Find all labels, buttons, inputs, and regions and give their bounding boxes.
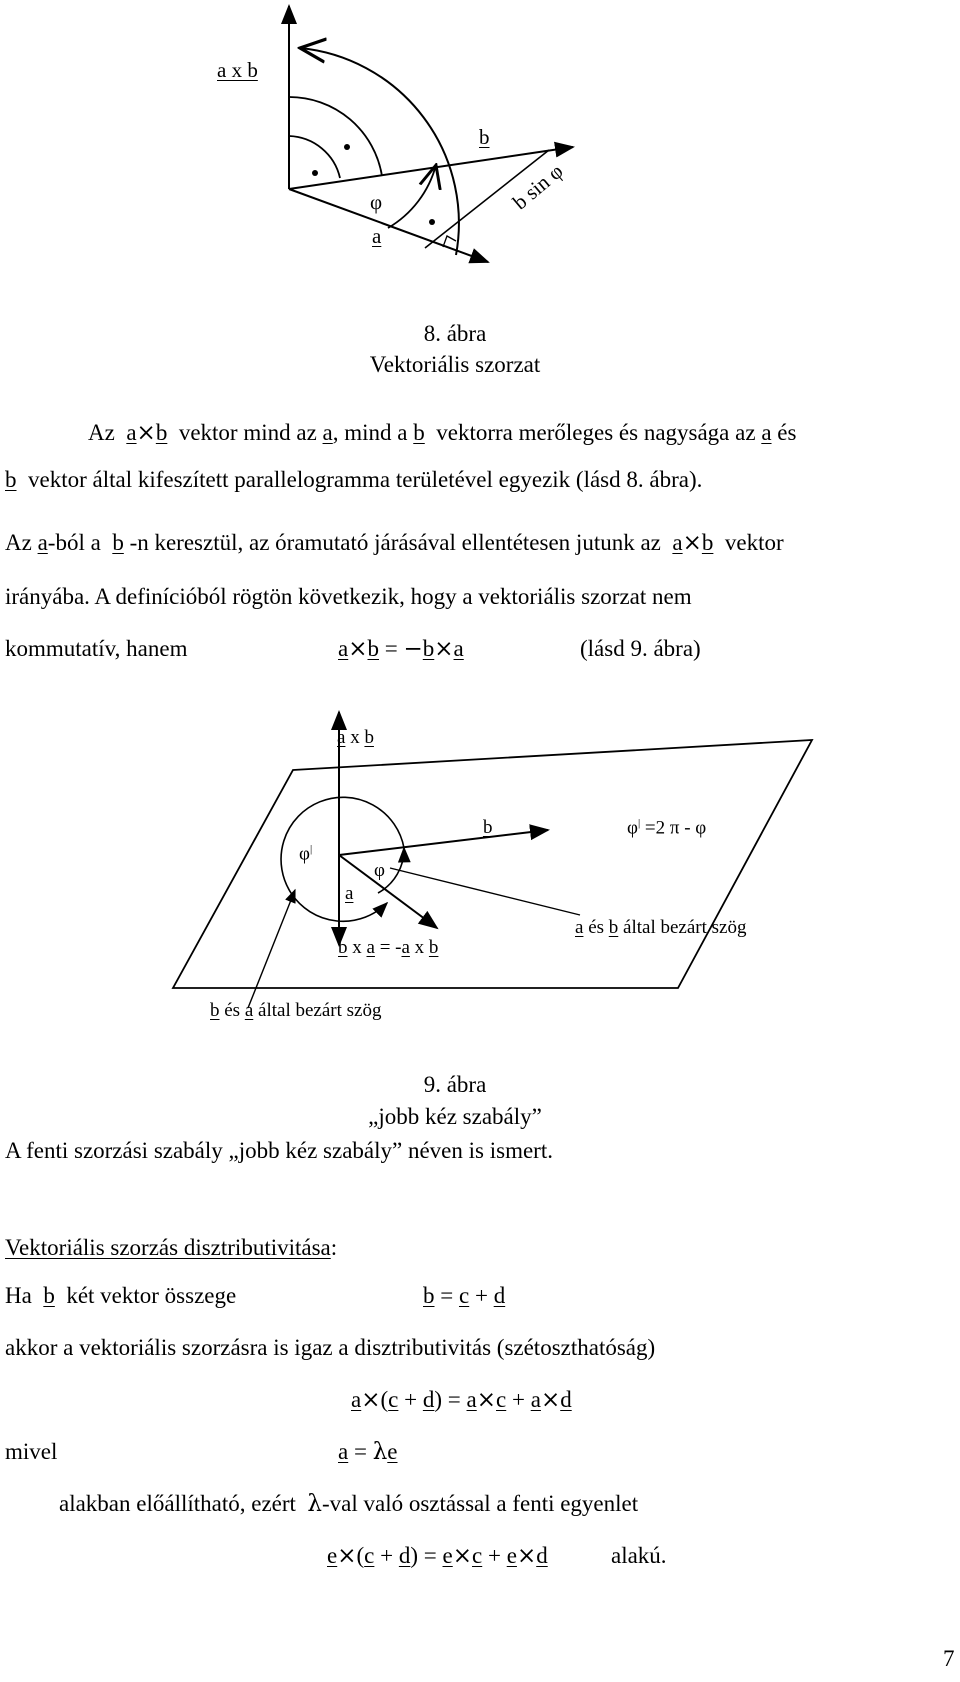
page-number: 7	[943, 1646, 955, 1671]
plane	[173, 740, 812, 988]
fig8-label-phi: φ	[370, 190, 383, 214]
fig9-caption-number: 9. ábra	[423, 1072, 487, 1097]
fig9-label-phi: φ	[374, 860, 385, 881]
vector-b	[339, 830, 548, 855]
para1-line4: irányába. A definícióból rögtön következik, hogy a vektoriális szorzat nem	[5, 584, 692, 609]
fig8-label-b: b	[479, 125, 490, 149]
fig9-label-a: a	[345, 883, 354, 904]
fig9-label-b-es-a: b és a által bezárt szög	[210, 1000, 382, 1021]
fig8-caption-title: Vektoriális szorzat	[369, 352, 541, 377]
para1-line2: b vektor által kifeszített parallelogramma területével egyezik (lásd 8. ábra).	[5, 467, 703, 492]
fig8-caption-number: 8. ábra	[423, 321, 487, 346]
para1-line3: Az a-ból a b -n keresztül, az óramutató járásával ellentétesen jutunk az a×b vektor	[5, 530, 784, 556]
vector-a	[339, 855, 437, 928]
fig9-label-phi-prime: φ|	[299, 843, 313, 865]
para2-line1: A fenti szorzási szabály „jobb kéz szabály” néven is ismert.	[5, 1138, 553, 1163]
pointer-a-es-b	[390, 868, 580, 915]
fig8-label-bsinphi: b sin φ	[508, 158, 568, 215]
para3-line2: akkor a vektoriális szorzásra is igaz a disztributivitás (szétoszthatóság)	[5, 1335, 656, 1360]
fig9-label-phi-prime-eq: φ| =2 π - φ	[627, 817, 707, 839]
equation-distributive: a×(c + d) = a×c + a×d	[351, 1387, 572, 1413]
fig9-label-axb: a x b	[337, 727, 374, 748]
para3-line1: Ha b két vektor összege b = c + d	[5, 1283, 506, 1308]
fig9-label-a-es-b: a és b által bezárt szög	[575, 917, 747, 938]
fig9-label-b: b	[483, 817, 493, 838]
fig8-label-axb: a x b	[217, 58, 258, 82]
para3-mivel: mivel a = λe	[5, 1439, 398, 1465]
para1-line5: kommutatív, hanem a×b = −b×a (lásd 9. ábra)	[5, 636, 701, 662]
fig9-caption-title: „jobb kéz szabály”	[368, 1104, 542, 1129]
fig8-label-a: a	[372, 224, 382, 248]
para1-line1: Az a×b vektor mind az a, mind a b vektorra merőleges és nagysága az a és	[88, 420, 797, 446]
para3-line4: alakban előállítható, ezért λ-val való osztással a fenti egyenlet	[59, 1491, 639, 1517]
pointer-b-es-a	[248, 890, 295, 1008]
fig9-label-bxa: b x a = -a x b	[338, 937, 439, 958]
para3-line5: e×(c + d) = e×c + e×d alakú.	[327, 1543, 667, 1569]
section-heading: Vektoriális szorzás disztributivitása:	[5, 1235, 338, 1260]
